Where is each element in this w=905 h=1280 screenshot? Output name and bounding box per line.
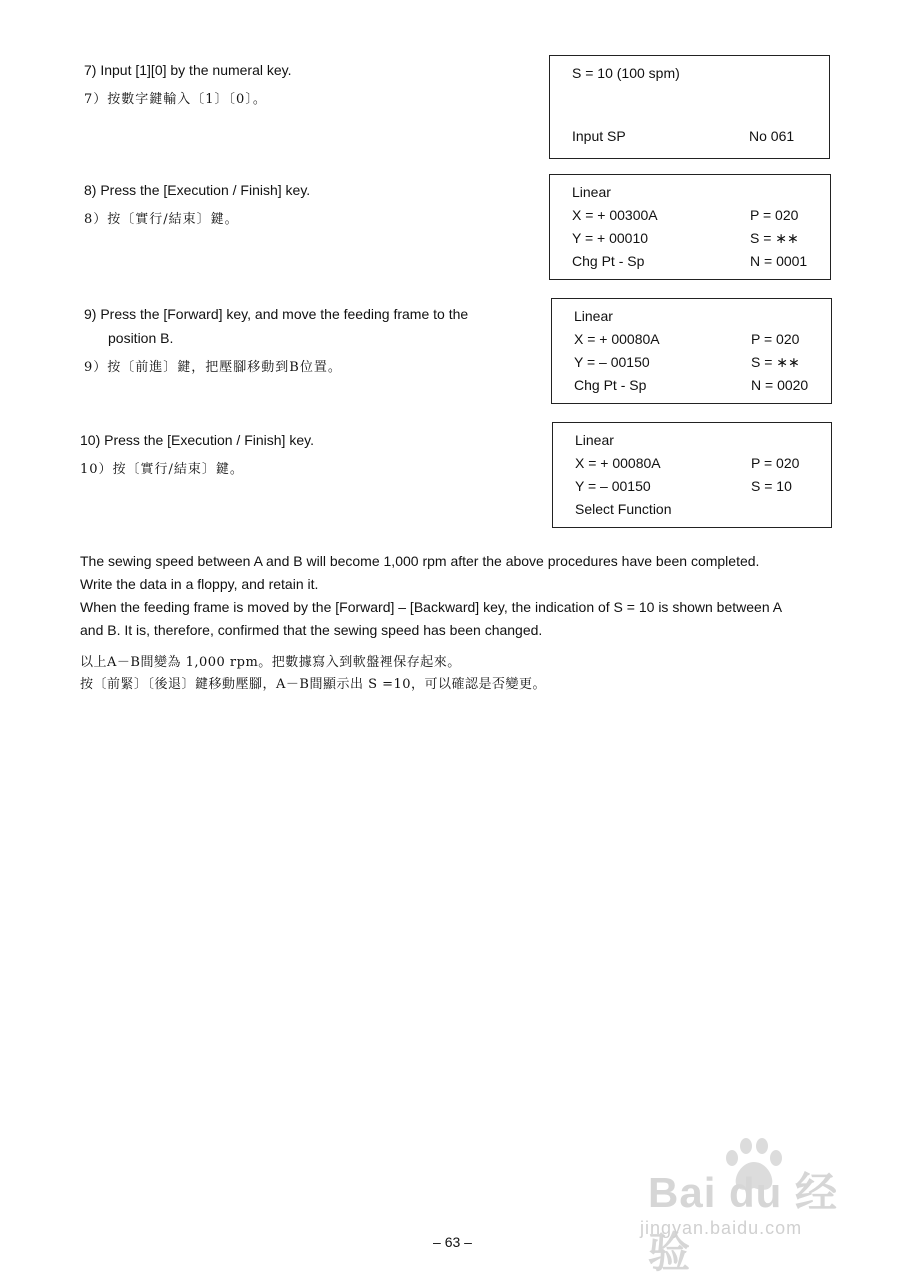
display-4-p-value: P = 020 [751,455,800,471]
step-10 [80,428,530,482]
display-4-row1-left: Linear [575,432,614,448]
step-7-chinese: 7）按數字鍵輸入〔1〕〔0〕。 [84,92,267,107]
page-number: – 63 – [433,1234,472,1250]
display-3-n-value: N = 0020 [751,377,809,393]
summary-zh-line-2: 按〔前緊〕〔後退〕鍵移動壓腳，A－B間顯示出 S =10，可以確認是否變更。 [80,677,547,692]
display-2-p-value: P = 020 [750,207,799,223]
display-3-x-value: X = + 00080A [574,331,660,347]
display-4-function: Select Function [575,501,672,517]
display-4-row1-right [751,429,821,452]
step-9-chinese: 9）按〔前進〕鍵，把壓腳移動到B位置。 [84,360,342,375]
step-10-chinese: 10）按〔實行/結束〕鍵。 [80,462,244,477]
step-8-english: 8) Press the [Execution / Finish] key. [84,182,311,198]
display-4-s-value: S = 10 [751,478,792,494]
step-7 [84,58,534,112]
summary-chinese [80,652,840,696]
summary-zh-line-1: 以上A－B間變為 1,000 rpm。把數據寫入到軟盤裡保存起來。 [80,655,461,670]
display-3-s-value: S = ∗∗ [751,354,800,370]
display-panel-4 [552,422,832,528]
display-4-x-value: X = + 00080A [575,455,661,471]
display-3-row1-left: Linear [574,308,613,324]
summary-english [80,550,840,642]
step-9-english-line1: 9) Press the [Forward] key, and move the feeding frame to the [84,306,469,322]
display-2-row1-right [750,181,820,204]
step-8 [84,178,534,232]
summary-line-1: The sewing speed between A and B will become 1,000 rpm after the above procedures have been completed. [80,553,760,569]
step-8-chinese: 8）按〔實行/結束〕鍵。 [84,212,239,227]
step-9 [84,302,534,380]
display-2-row1-left: Linear [572,184,611,200]
step-9-english-line2: position B. [108,330,174,346]
display-2-s-value: S = ∗∗ [750,230,799,246]
display-2-n-value: N = 0001 [750,253,808,269]
summary-line-4: and B. It is, therefore, confirmed that the sewing speed has been changed. [80,622,543,638]
display-2-x-value: X = + 00300A [572,207,658,223]
display-2-function: Chg Pt - Sp [572,253,645,269]
display-panel-1 [549,55,830,159]
watermark-brand: Bai du 经验 [648,1169,839,1276]
display-3-y-value: Y = – 00150 [574,354,650,370]
summary-line-2: Write the data in a floppy, and retain it. [80,576,319,592]
display-3-p-value: P = 020 [751,331,800,347]
display-3-row1-right [751,305,821,328]
display-1-line1: S = 10 (100 spm) [572,65,680,81]
watermark-url: jingyan.baidu.com [640,1218,803,1238]
display-2-y-value: Y = + 00010 [572,230,649,246]
display-4-y-value: Y = – 00150 [575,478,651,494]
step-10-english: 10) Press the [Execution / Finish] key. [80,432,314,448]
display-4-row4-right [751,498,821,521]
display-1-number: No 061 [749,128,795,144]
step-7-english: 7) Input [1][0] by the numeral key. [84,62,292,78]
summary-line-3: When the feeding frame is moved by the [Forward] – [Backward] key, the indication of S = 10 is shown between A [80,599,783,615]
display-panel-3 [551,298,832,404]
display-panel-2 [549,174,831,280]
display-3-function: Chg Pt - Sp [574,377,647,393]
display-1-mode: Input SP [572,128,626,144]
